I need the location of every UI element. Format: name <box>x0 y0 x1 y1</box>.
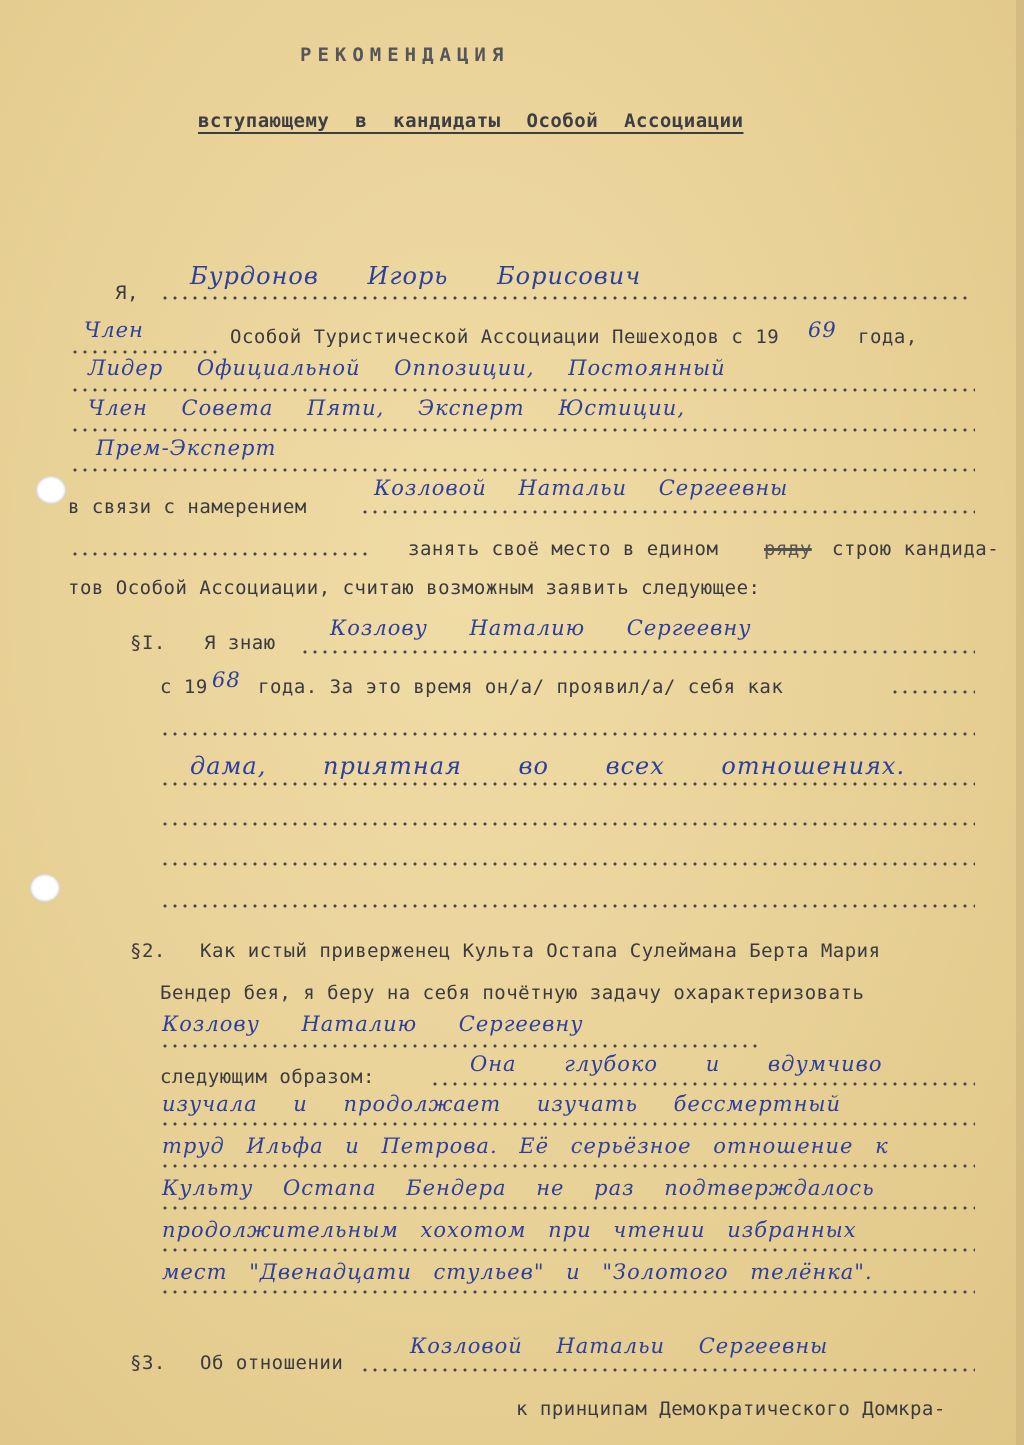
dotted-line <box>160 732 975 736</box>
section-3-number: §3. <box>130 1352 166 1374</box>
intent-text-end: строю кандида- <box>832 538 1000 560</box>
recommender-status: Член <box>84 318 144 342</box>
section-3-line-2: к принципам Демократического Домкра- <box>516 1398 946 1420</box>
section-2-line-1: Как истый приверженец Культа Остапа Сулеймана Берта Мария <box>200 940 881 962</box>
dotted-line <box>70 388 975 392</box>
recommender-name: Бурдонов Игорь Борисович <box>190 262 642 290</box>
dotted-line <box>160 1044 760 1048</box>
characterization-line-4: Культу Остапа Бендера не раз подтверждалось <box>162 1176 875 1200</box>
dotted-line <box>70 428 975 432</box>
intro-continuation: тов Особой Ассоциации, считаю возможным заявить следующее: <box>68 577 761 599</box>
titles-line-2: Член Совета Пяти, Эксперт Юстиции, <box>88 396 686 420</box>
dotted-line <box>70 350 220 354</box>
dotted-line <box>160 1206 975 1210</box>
pronoun-label: Я, <box>115 282 139 304</box>
titles-line-3: Прем-Эксперт <box>96 436 277 460</box>
section-2-number: §2. <box>130 940 166 962</box>
about-label: Об отношении <box>200 1352 344 1374</box>
punch-hole-top <box>36 476 66 504</box>
dotted-line <box>890 690 975 694</box>
candidate-name-accusative-2: Козлову Наталию Сергеевну <box>162 1012 584 1036</box>
follow-label: следующим образом: <box>160 1066 375 1088</box>
candidate-name-genitive: Козловой Натальи Сергеевны <box>374 476 789 500</box>
dotted-line <box>160 862 975 866</box>
dotted-line <box>160 822 975 826</box>
punch-hole-bottom <box>30 874 60 902</box>
dotted-line <box>70 552 370 556</box>
struck-word: ряду <box>764 538 812 560</box>
characterization-line-2: изучала и продолжает изучать бессмертный <box>162 1092 842 1116</box>
dotted-line <box>360 510 975 514</box>
dotted-line <box>160 296 970 300</box>
dotted-line <box>300 650 975 654</box>
candidate-name-genitive-2: Козловой Натальи Сергеевны <box>410 1334 829 1358</box>
year-suffix: года, <box>858 326 918 348</box>
dotted-line <box>70 468 975 472</box>
dotted-line <box>160 782 975 786</box>
section-2-line-2: Бендер бея, я беру на себя почётную задачу охарактеризовать <box>160 982 865 1004</box>
dotted-line <box>160 904 975 908</box>
since-year: 68 <box>212 668 241 692</box>
i-know-label: Я знаю <box>204 632 276 654</box>
candidate-description: дама, приятная во всех отношениях. <box>190 752 906 780</box>
paper-edge <box>1016 0 1024 1445</box>
association-text: Особой Туристической Ассоциации Пешеходов с 19 <box>230 326 780 348</box>
dotted-line <box>160 1164 975 1168</box>
dotted-line <box>160 1122 975 1126</box>
since-prefix: с 19 <box>160 676 208 698</box>
dotted-line <box>360 1368 975 1372</box>
membership-year: 69 <box>808 318 837 342</box>
since-suffix: года. За это время он/а/ проявил/а/ себя как <box>258 676 784 698</box>
titles-line-1: Лидер Официальной Оппозиции, Постоянный <box>88 356 726 380</box>
dotted-line <box>430 1082 975 1086</box>
candidate-name-accusative-1: Козлову Наталию Сергеевну <box>330 616 752 640</box>
characterization-line-5: продолжительным хохотом при чтении избранных <box>162 1218 857 1242</box>
section-1-number: §I. <box>130 632 166 654</box>
characterization-line-3: труд Ильфа и Петрова. Её серьёзное отношение к <box>162 1134 889 1158</box>
dotted-line <box>160 1248 975 1252</box>
connection-label: в связи с намерением <box>68 496 307 518</box>
document-title: РЕКОМЕНДАЦИЯ <box>300 44 510 66</box>
characterization-line-6: мест "Двенадцати стульев" и "Золотого телёнка". <box>162 1260 873 1284</box>
intent-text: занять своё место в едином <box>408 538 719 560</box>
characterization-line-1: Она глубоко и вдумчиво <box>470 1052 883 1076</box>
document-subtitle: вступающему в кандидаты Особой Ассоциации <box>198 110 744 132</box>
dotted-line <box>160 1290 975 1294</box>
